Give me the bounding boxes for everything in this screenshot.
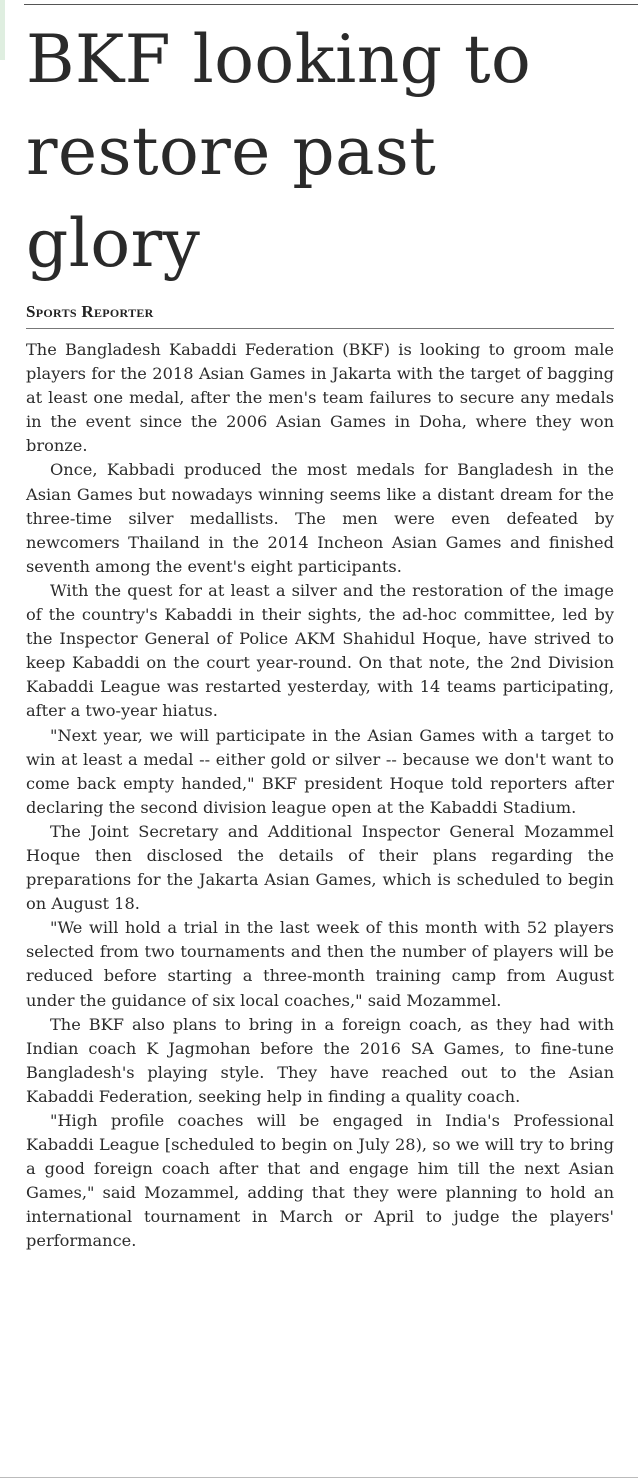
page-edge-strip: [0, 0, 5, 60]
bottom-rule: [0, 1477, 638, 1478]
paragraph: The BKF also plans to bring in a foreign coach, as they had with Indian coach K Jagmohan before the 2016 SA Games, to fine-tune Bangladesh's playing style. They have reached out to the Asian Kabaddi Federation, seeking help in finding a quality coach.: [26, 1014, 614, 1106]
paragraph: "Next year, we will participate in the Asian Games with a target to win at least a medal -- either gold or silver -- because we don't want to come back empty handed," BKF president Hoque told reporters after declaring the second division league open at the Kabaddi Stadium.: [26, 725, 614, 817]
article-body: [26, 338, 614, 1254]
paragraph: The Bangladesh Kabaddi Federation (BKF) is looking to groom male players for the 2018 Asian Games in Jakarta with the target of bagging at least one medal, after the men's team failures to secure any medals in the event since the 2006 Asian Games in Doha, where they won bronze.: [26, 340, 614, 456]
byline: Sports Reporter: [26, 302, 614, 329]
headline: BKF looking to restore past glory: [26, 21, 532, 282]
paragraph: "High profile coaches will be engaged in India's Professional Kabaddi League [scheduled to begin on July 28), so we will try to bring a good foreign coach after that and engage him till the next Asian Games," said Mozammel, adding that they were planning to hold an international tournament in March or April to judge the players' performance.: [26, 1111, 614, 1251]
paragraph: Once, Kabbadi produced the most medals for Bangladesh in the Asian Games but nowadays winning seems like a distant dream for the three-time silver medallists. The men were even defeated by newcomers Thailand in the 2014 Incheon Asian Games and finished seventh among the event's eight participants.: [26, 460, 614, 576]
paragraph: With the quest for at least a silver and the restoration of the image of the country's Kabaddi in their sights, the ad-hoc committee, led by the Inspector General of Police AKM Shahidul Hoque, have strived to keep Kabaddi on the court year-round. On that note, the 2nd Division Kabaddi League was restarted yesterday, with 14 teams participating, after a two-year hiatus.: [26, 580, 614, 721]
paragraph: "We will hold a trial in the last week of this month with 52 players selected from two tournaments and then the number of players will be reduced before starting a three-month training camp from August under the guidance of six local coaches," said Mozammel.: [26, 918, 614, 1010]
article: [26, 14, 614, 1254]
paragraph: The Joint Secretary and Additional Inspector General Mozammel Hoque then disclosed the details of their plans regarding the preparations for the Jakarta Asian Games, which is scheduled to begin on August 18.: [26, 821, 614, 914]
top-rule: [24, 4, 638, 5]
